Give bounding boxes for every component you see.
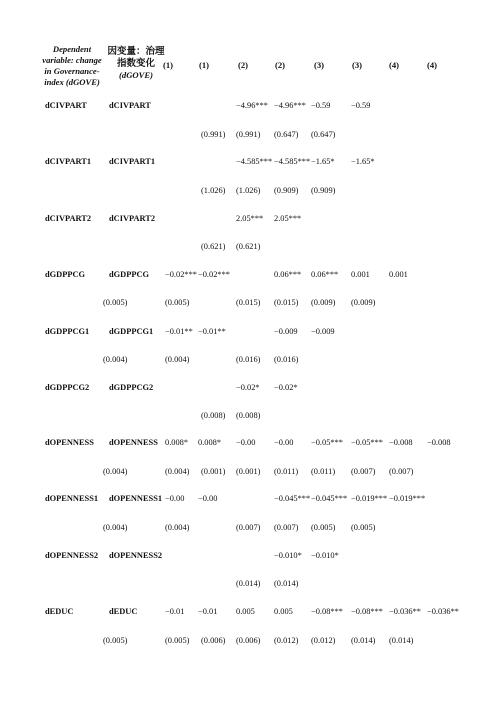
standard-error-cell: (0.001) (236, 467, 261, 476)
coefficient-cell: 0.005 (236, 607, 255, 616)
dep-var-line-3: in Governance- (44, 66, 100, 76)
standard-error-cell: (0.005) (165, 298, 190, 307)
coefficient-cell: −0.02*** (165, 270, 197, 279)
row-label-en: dEDUC (45, 607, 74, 616)
coefficient-cell: −0.02* (236, 383, 260, 392)
dependent-variable-header (30, 44, 114, 88)
dep-var-cn-line-1: 因变量：治理 (107, 46, 165, 57)
standard-error-cell: (0.004) (165, 355, 190, 364)
coefficient-cell: −0.05*** (351, 438, 383, 447)
standard-error-cell: (0.004) (103, 467, 128, 476)
standard-error-cell: (0.909) (274, 186, 299, 195)
row-label-cn: dOPENNESS1 (109, 494, 163, 503)
row-label-cn: dCIVPART (109, 101, 151, 110)
coefficient-cell: −0.01 (165, 607, 185, 616)
standard-error-cell: (0.005) (103, 298, 128, 307)
coefficient-cell: 0.005 (274, 607, 293, 616)
coefficient-cell: −0.019*** (389, 494, 426, 503)
coefficient-cell: 0.001 (389, 270, 408, 279)
coefficient-cell: −0.008 (427, 438, 451, 447)
column-header: (3) (313, 60, 325, 70)
standard-error-cell: (0.005) (103, 636, 128, 645)
coefficient-cell: −0.00 (165, 494, 185, 503)
standard-error-cell: (0.007) (351, 467, 376, 476)
standard-error-cell: (0.909) (311, 186, 336, 195)
coefficient-cell: −1.65* (351, 157, 375, 166)
column-header: (3) (351, 60, 363, 70)
dep-var-line-4: index (dGOVE) (44, 77, 100, 87)
standard-error-cell: (0.008) (201, 411, 226, 420)
standard-error-cell: (0.647) (311, 130, 336, 139)
standard-error-cell: (0.016) (274, 355, 299, 364)
coefficient-cell: −0.02*** (198, 270, 230, 279)
coefficient-cell: 0.06*** (311, 270, 339, 279)
row-label-en: dGDPPCG (45, 270, 86, 279)
coefficient-cell: −0.00 (236, 438, 256, 447)
standard-error-cell: (0.006) (236, 636, 261, 645)
standard-error-cell: (0.007) (236, 523, 261, 532)
coefficient-cell: −0.00 (274, 438, 294, 447)
coefficient-cell: −0.08*** (351, 607, 383, 616)
row-label-cn: dCIVPART1 (109, 157, 156, 166)
coefficient-cell: −0.01** (165, 327, 193, 336)
coefficient-cell: −0.59 (351, 101, 371, 110)
dep-var-line-2: variable: change (42, 55, 102, 65)
coefficient-cell: −0.009 (274, 327, 298, 336)
coefficient-cell: −0.036** (427, 607, 459, 616)
row-label-en: dCIVPART2 (45, 214, 92, 223)
column-header: (1) (162, 60, 174, 70)
coefficient-cell: −0.08*** (311, 607, 343, 616)
coefficient-cell: −4.96*** (274, 101, 306, 110)
coefficient-cell: −0.009 (311, 327, 335, 336)
standard-error-cell: (0.014) (389, 636, 414, 645)
row-label-en: dOPENNESS (45, 438, 94, 447)
row-label-cn: dGDPPCG1 (109, 327, 154, 336)
standard-error-cell: (0.009) (311, 298, 336, 307)
coefficient-cell: −0.05*** (311, 438, 343, 447)
standard-error-cell: (0.011) (311, 467, 336, 476)
standard-error-cell: (1.026) (201, 186, 226, 195)
row-label-cn: dOPENNESS2 (109, 551, 163, 560)
coefficient-cell: −1.65* (311, 157, 335, 166)
coefficient-cell: −4.585*** (274, 157, 311, 166)
column-header: (1) (198, 60, 210, 70)
coefficient-cell: −0.036** (389, 607, 421, 616)
standard-error-cell: (0.007) (389, 467, 414, 476)
coefficient-cell: −4.96*** (236, 101, 268, 110)
row-label-cn: dGDPPCG (109, 270, 150, 279)
standard-error-cell: (0.004) (165, 467, 190, 476)
coefficient-cell: −0.02* (274, 383, 298, 392)
standard-error-cell: (0.007) (274, 523, 299, 532)
coefficient-cell: 2.05*** (274, 214, 302, 223)
dep-var-cn-abbr: (dGOVE) (119, 70, 153, 80)
row-label-cn: dCIVPART2 (109, 214, 156, 223)
column-header: (4) (426, 60, 438, 70)
column-header: (2) (237, 60, 249, 70)
row-label-en: dOPENNESS2 (45, 551, 99, 560)
column-header: (2) (274, 60, 286, 70)
standard-error-cell: (0.014) (236, 579, 261, 588)
standard-error-cell: (1.026) (236, 186, 261, 195)
row-label-cn: dEDUC (109, 607, 138, 616)
standard-error-cell: (0.008) (236, 411, 261, 420)
standard-error-cell: (0.009) (351, 298, 376, 307)
standard-error-cell: (0.015) (236, 298, 261, 307)
coefficient-cell: 0.001 (351, 270, 370, 279)
row-label-en: dOPENNESS1 (45, 494, 99, 503)
dep-var-cn-line-2: 指数变化 (116, 58, 155, 69)
standard-error-cell: (0.012) (274, 636, 299, 645)
standard-error-cell: (0.991) (201, 130, 226, 139)
standard-error-cell: (0.004) (165, 523, 190, 532)
coefficient-cell: −0.010* (311, 551, 339, 560)
coefficient-cell: 0.008* (165, 438, 189, 447)
standard-error-cell: (0.015) (274, 298, 299, 307)
standard-error-cell: (0.014) (274, 579, 299, 588)
standard-error-cell: (0.016) (236, 355, 261, 364)
coefficient-cell: −0.008 (389, 438, 413, 447)
coefficient-cell: −0.019*** (351, 494, 388, 503)
dep-var-line-1: Dependent (52, 44, 92, 54)
standard-error-cell: (0.005) (311, 523, 336, 532)
standard-error-cell: (0.005) (165, 636, 190, 645)
standard-error-cell: (0.004) (103, 523, 128, 532)
row-label-en: dCIVPART1 (45, 157, 92, 166)
coefficient-cell: 0.06*** (274, 270, 302, 279)
row-label-cn: dGDPPCG2 (109, 383, 154, 392)
standard-error-cell: (0.012) (311, 636, 336, 645)
column-header: (4) (388, 60, 400, 70)
standard-error-cell: (0.005) (351, 523, 376, 532)
coefficient-cell: −0.010* (274, 551, 302, 560)
coefficient-cell: −0.01 (198, 607, 218, 616)
coefficient-cell: −0.59 (311, 101, 331, 110)
coefficient-cell: 0.008* (198, 438, 222, 447)
standard-error-cell: (0.004) (103, 355, 128, 364)
row-label-en: dGDPPCG1 (45, 327, 90, 336)
standard-error-cell: (0.621) (236, 242, 261, 251)
row-label-en: dCIVPART (45, 101, 87, 110)
coefficient-cell: −0.01** (198, 327, 226, 336)
coefficient-cell: 2.05*** (236, 214, 264, 223)
standard-error-cell: (0.001) (201, 467, 226, 476)
standard-error-cell: (0.014) (351, 636, 376, 645)
standard-error-cell: (0.011) (274, 467, 299, 476)
coefficient-cell: −0.045*** (311, 494, 348, 503)
coefficient-cell: −0.00 (198, 494, 218, 503)
coefficient-cell: −4.585*** (236, 157, 273, 166)
row-label-cn: dOPENNESS (109, 438, 158, 447)
standard-error-cell: (0.647) (274, 130, 299, 139)
standard-error-cell: (0.621) (201, 242, 226, 251)
coefficient-cell: −0.045*** (274, 494, 311, 503)
row-label-en: dGDPPCG2 (45, 383, 90, 392)
standard-error-cell: (0.991) (236, 130, 261, 139)
standard-error-cell: (0.006) (201, 636, 226, 645)
